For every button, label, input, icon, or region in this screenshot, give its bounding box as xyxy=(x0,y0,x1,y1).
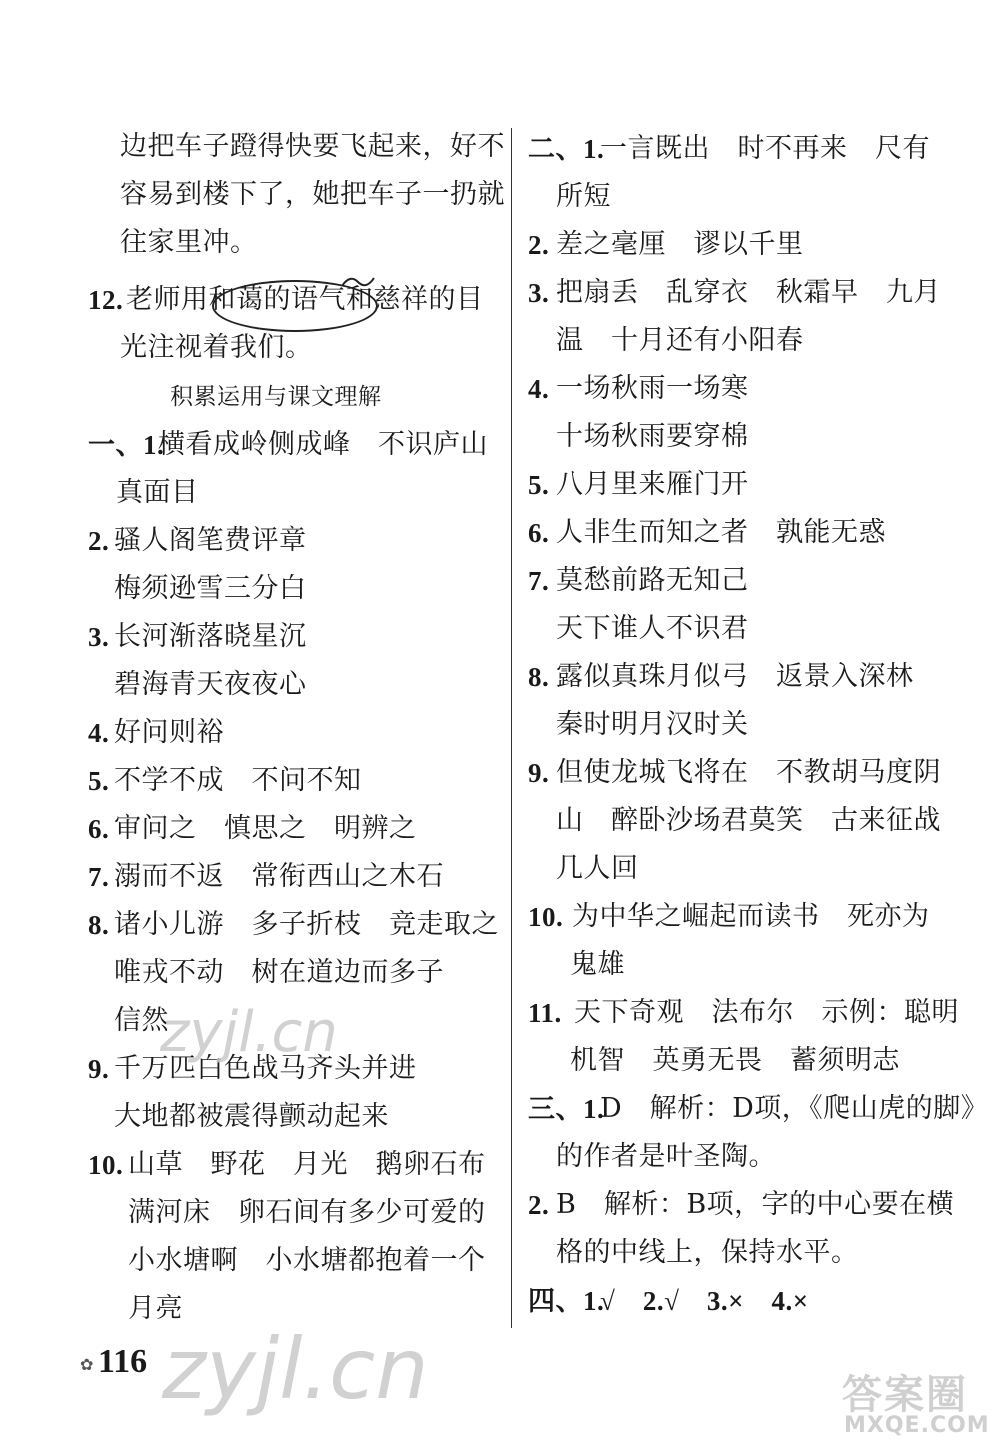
text-line: 千万匹白色战马齐头并进 xyxy=(114,1053,417,1084)
text-line: 诸小儿游 多子折枝 竞走取之 xyxy=(114,909,499,940)
item-number: 5. xyxy=(528,470,550,500)
text-line: 月亮 xyxy=(128,1293,183,1324)
text-line: 秦时明月汉时关 xyxy=(556,709,749,740)
text-line: 梅须逊雪三分白 xyxy=(114,573,307,604)
text-line: 横看成岭侧成峰 不识庐山 xyxy=(158,429,488,460)
item-number: 8. xyxy=(88,910,110,940)
text-line: 八月里来雁门开 xyxy=(556,469,749,500)
text-line: 为中华之崛起而读书 死亦为 xyxy=(572,901,930,932)
column-divider xyxy=(511,128,512,1328)
watermark: zyjl.cn xyxy=(162,1320,429,1418)
text-line: √ 2.√ 3.× 4.× xyxy=(600,1286,809,1316)
site-logo xyxy=(842,1363,992,1443)
item-number: 11. xyxy=(528,998,562,1028)
text-line: 格的中线上，保持水平。 xyxy=(556,1237,859,1268)
item-number: 7. xyxy=(88,862,110,892)
text-line: 小水塘啊 小水塘都抱着一个 xyxy=(128,1245,486,1276)
text-line: 莫愁前路无知己 xyxy=(556,565,749,596)
item-number: 2. xyxy=(88,526,110,556)
text-line: 骚人阁笔费评章 xyxy=(114,525,307,556)
text-line: 差之毫厘 谬以千里 xyxy=(556,229,804,260)
item-number: 6. xyxy=(88,814,110,844)
text-line: 长河渐落晓星沉 xyxy=(114,621,307,652)
text-line: 十场秋雨要穿棉 xyxy=(556,421,749,452)
item-number: 4. xyxy=(88,718,110,748)
item-number: 10. xyxy=(528,902,564,932)
item-number: 9. xyxy=(528,758,550,788)
text-line: 几人回 xyxy=(556,853,639,884)
text-line: 所短 xyxy=(556,181,611,212)
text-line: 一场秋雨一场寒 xyxy=(556,373,749,404)
page-decoration-icon: ✿ xyxy=(80,1355,94,1374)
text-line: 温 十月还有小阳春 xyxy=(556,325,804,356)
text-line: 一言既出 时不再来 尺有 xyxy=(600,133,930,164)
item-number: 二、1. xyxy=(528,134,605,164)
text-line: 容易到楼下了，她把车子一扔就 xyxy=(120,179,505,210)
item-number: 9. xyxy=(88,1054,110,1084)
item-number: 3. xyxy=(88,622,110,652)
text-line: 溺而不返 常衔西山之木石 xyxy=(114,861,444,892)
text-line: 审问之 慎思之 明辨之 xyxy=(114,813,417,844)
text-line: 边把车子蹬得快要飞起来，好不 xyxy=(120,131,505,162)
text-line: 露似真珠月似弓 返景入深林 xyxy=(556,661,914,692)
text-line: 大地都被震得颤动起来 xyxy=(114,1101,389,1132)
item-number: 三、1. xyxy=(528,1094,605,1124)
text-line: 不学不成 不问不知 xyxy=(114,765,362,796)
item-number: 8. xyxy=(528,662,550,692)
text-line: 碧海青天夜夜心 xyxy=(114,669,307,700)
text-line: 天下谁人不识君 xyxy=(556,613,749,644)
text-line: 鬼雄 xyxy=(570,949,625,980)
item-number: 一、1. xyxy=(88,430,165,460)
text-line: D 解析：D项，《爬山虎的脚》 xyxy=(600,1093,989,1124)
text-line: 把扇丢 乱穿衣 秋霜早 九月 xyxy=(556,277,941,308)
text-line: 山草 野花 月光 鹅卵石布 xyxy=(128,1149,486,1180)
page-number: 116 xyxy=(98,1343,148,1380)
text-line: 天下奇观 法布尔 示例：聪明 xyxy=(574,997,959,1028)
text-line: 往家里冲。 xyxy=(120,227,258,258)
text-line: 人非生而知之者 孰能无惑 xyxy=(556,517,886,548)
logo-domain: MXQE.COM xyxy=(844,1413,990,1438)
text-line: 光注视着我们。 xyxy=(120,332,313,363)
item-number: 4. xyxy=(528,374,550,404)
text-line: 真面目 xyxy=(116,477,199,508)
item-number: 5. xyxy=(88,766,110,796)
text-line: 信然 xyxy=(114,1005,169,1036)
item-number: 7. xyxy=(528,566,550,596)
watermark: zyjl.cn xyxy=(160,1000,338,1065)
text-line: 山 醉卧沙场君莫笑 古来征战 xyxy=(556,805,941,836)
text-line: 唯戎不动 树在道边而多子 xyxy=(114,957,444,988)
text-line: 但使龙城飞将在 不教胡马度阴 xyxy=(556,757,941,788)
item-number: 2. xyxy=(528,1190,550,1220)
text-line: 好问则裕 xyxy=(114,717,224,748)
item-number: 3. xyxy=(528,278,550,308)
handwritten-mark xyxy=(340,272,380,292)
item-number: 四、1. xyxy=(528,1286,605,1316)
section-heading: 积累运用与课文理解 xyxy=(170,384,382,410)
text-line: 老师用和蔼的语气和慈祥的目 xyxy=(126,284,484,315)
text-line: 机智 英勇无畏 蓄须明志 xyxy=(570,1045,900,1076)
text-line: B 解析：B项，字的中心要在横 xyxy=(556,1189,955,1220)
item-number: 6. xyxy=(528,518,550,548)
item-number: 10. xyxy=(88,1150,124,1180)
item-number: 12. xyxy=(88,285,124,315)
text-line: 的作者是叶圣陶。 xyxy=(556,1141,776,1172)
text-line: 满河床 卵石间有多少可爱的 xyxy=(128,1197,486,1228)
item-number: 2. xyxy=(528,230,550,260)
logo-text: 答案圈 xyxy=(842,1372,968,1418)
